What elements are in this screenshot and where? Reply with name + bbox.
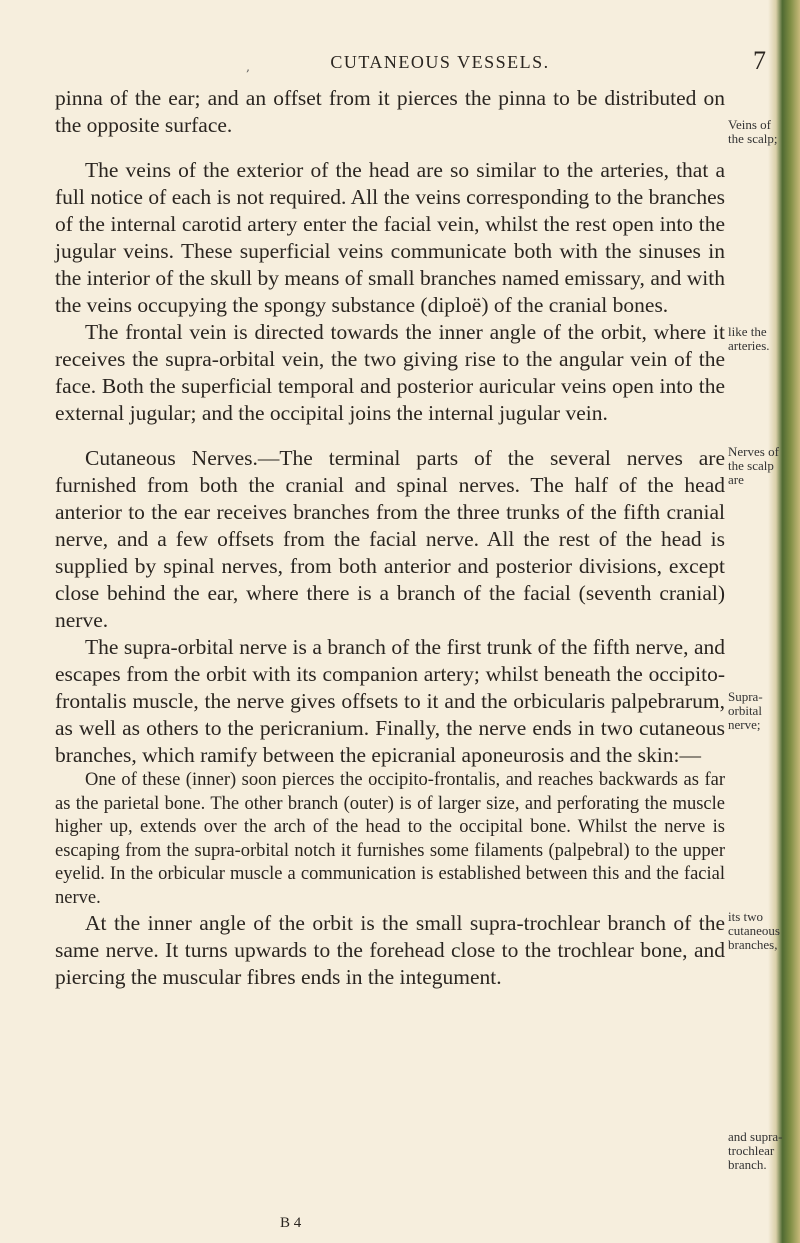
running-header — [120, 46, 766, 76]
page-number: 7 — [753, 46, 766, 75]
paragraph-branches: One of these (inner) soon pierces the occipito-frontalis, and reaches backwards as far as the parietal bone. The other branch (outer) is of larger size, and perforating the muscle higher up, extends over the arch of the head to the occipital bone. Whilst the nerve is escaping from the supra-orbital notch it furnishes some filaments (palpebral) to the upper eyelid. In the orbicular muscle a communication is established between this and the facial nerve. — [55, 770, 725, 908]
margin-note-cutaneous-branches: its two cutaneous branches, — [728, 909, 780, 952]
margin-note-veins: Veins of the scalp; — [728, 117, 778, 146]
paragraph-supra-orbital: The supra-orbital nerve is a branch of the first trunk of the fifth nerve, and escapes from the orbit with its companion artery; whilst beneath the occipito-frontalis muscle, the nerve gives offsets to it and the orbicularis palpebrarum, as well as others to the pericranium. Finally, the nerve ends in two cutaneous branches, which ramify between the epicranial aponeurosis and the skin:— — [55, 635, 725, 767]
main-text — [55, 85, 725, 991]
margin-note-supra-orbital: Supra-orbital nerve; — [728, 689, 763, 732]
page-edge — [768, 0, 800, 1243]
paragraph-cutaneous-nerves: Cutaneous Nerves.—The terminal parts of the several nerves are furnished from both the cranial and spinal nerves. The half of the head anterior to the ear receives branches from the three trunks of the fifth cranial nerve, and a few offsets from the facial nerve. All the rest of the head is supplied by spinal nerves, from both anterior and posterior divisions, except close behind the ear, where there is a branch of the facial (seventh cranial) nerve. — [55, 446, 725, 632]
paragraph-frontal-vein: The frontal vein is directed towards the inner angle of the orbit, where it receives the supra-orbital vein, the two giving rise to the angular vein of the face. Both the superficial temporal and posterior auricular veins open into the external jugular; and the occipital joins the internal jugular vein. — [55, 320, 725, 425]
margin-note-supra-trochlear: and supra-trochlear branch. — [728, 1129, 783, 1172]
signature-mark: B 4 — [280, 1215, 302, 1231]
margin-note-arteries: like the arteries. — [728, 324, 770, 353]
paragraph-veins: The veins of the exterior of the head are so similar to the arteries, that a full notice of each is not required. All the veins corresponding to the branches of the internal carotid artery enter the facial vein, whilst the rest open into the jugular veins. These superficial veins communicate both with the sinuses in the interior of the skull by means of small branches named emissary, and with the veins occupying the spongy substance (diploë) of the cranial bones. — [55, 158, 725, 317]
margin-note-nerves: Nerves of the scalp are — [728, 444, 779, 487]
header-mark: ‚ — [246, 60, 250, 74]
paragraph-supra-trochlear: At the inner angle of the orbit is the small supra-trochlear branch of the same nerve. It turns upwards to the forehead close to the trochlear bone, and piercing the muscular fibres ends in the integument. — [55, 911, 725, 989]
header-title: CUTANEOUS VESSELS. — [330, 52, 550, 72]
paragraph-1: pinna of the ear; and an offset from it pierces the pinna to be distributed on the opposite surface. — [55, 86, 725, 137]
